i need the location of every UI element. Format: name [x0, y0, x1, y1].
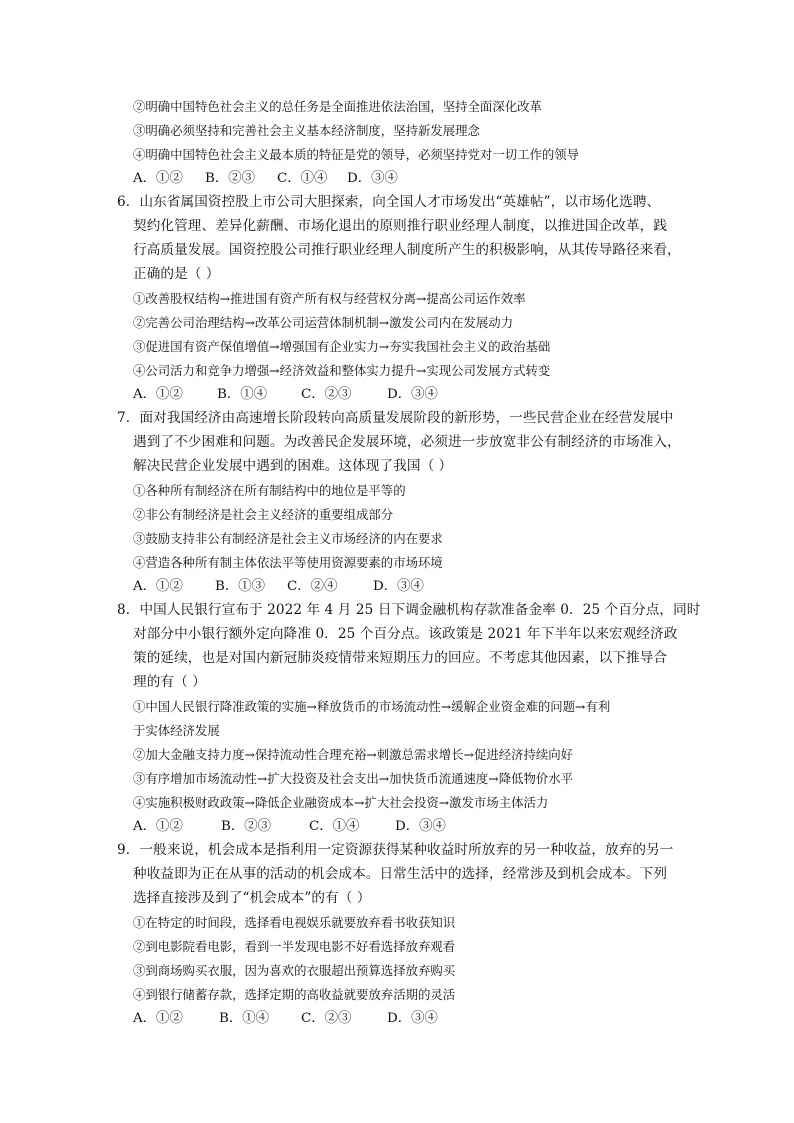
q8-stem-line-3: 策的延续，也是对国内新冠肺炎疫情带来短期压力的回应。不考虑其他因素，以下推导合: [133, 650, 668, 666]
q7-stem-line-3: 解决民营企业发展中遇到的困难。这体现了我国（ ）: [133, 458, 453, 474]
q9-option-1: ①在特定的时间段，选择看电视娱乐就要放弃看书收获知识: [133, 915, 456, 930]
q9-stem-line-2: 种收益即为正在从事的活动的机会成本。日常生活中的选择，经常涉及到机会成本。下列: [133, 866, 668, 882]
q6-option-1: ①改善股权结构→推进国有资产所有权与经营权分离→提高公司运作效率: [133, 291, 526, 306]
q5-option-4: ④明确中国特色社会主义最本质的特征是党的领导，必须坚持党对一切工作的领导: [133, 147, 580, 162]
q8-choice-b: B．②③: [221, 819, 272, 834]
q9-choice-b: B．①④: [219, 1011, 270, 1026]
q6-stem-line-2: 契约化管理、差异化薪酬、市场化退出的原则推行职业经理人制度，以推进国企改革，践: [133, 218, 668, 234]
q8-choice-d: D．③④: [395, 819, 446, 834]
q6-option-3: ③促进国有资产保值增值→增强国有企业实力→夯实我国社会主义的政治基础: [133, 339, 551, 354]
q6-choice-b: B．①④: [217, 387, 268, 402]
q5-choice-c: C．①④: [277, 171, 328, 186]
q9-option-4: ④到银行储蓄存款，选择定期的高收益就要放弃活期的灵活: [133, 987, 456, 1002]
q8-option-1-continued: 于实体经济发展: [133, 723, 220, 738]
q6-stem-line-3: 行高质量发展。国资控股公司推行职业经理人制度所产生的积极影响，从其传导路径来看，: [133, 242, 681, 258]
q7-option-1: ①各种所有制经济在所有制结构中的地位是平等的: [133, 483, 406, 498]
q7-choice-b: B．①③: [215, 579, 266, 594]
q8-option-1: ①中国人民银行降准政策的实施→释放货币的市场流动性→缓解企业资金难的问题→有利: [133, 699, 611, 714]
q6-choice-d: D．③④: [387, 387, 438, 402]
q8-choice-a: A．①②: [133, 819, 183, 834]
q6-option-4: ④公司活力和竞争力增强→经济效益和整体实力提升→实现公司发展方式转变: [133, 363, 551, 378]
q5-choice-a: A．①②: [133, 171, 183, 186]
q9-choice-a: A．①②: [133, 1011, 183, 1026]
q8-stem-line-2: 对部分中小银行额外定向降准 0．25 个百分点。该政策是 2021 年下半年以来宏观经济政: [133, 626, 678, 642]
q5-option-3: ③明确必须坚持和完善社会主义基本经济制度，坚持新发展理念: [133, 123, 480, 138]
q6-option-2: ②完善公司治理结构→改革公司运营体制机制→激发公司内在发展动力: [133, 315, 514, 330]
q5-choice-b: B．②③: [205, 171, 256, 186]
q7-choices: [133, 578, 424, 596]
q8-choices: [133, 818, 446, 836]
q5-choices: [133, 170, 398, 188]
q7-option-4: ④营造各种所有制主体依法平等使用资源要素的市场环境: [133, 555, 443, 570]
q9-stem-line-3: 选择直接涉及到了“机会成本”的有（ ）: [133, 890, 371, 906]
q9-stem-line-1: 9．一般来说，机会成本是指利用一定资源获得某种收益时所放弃的另一种收益，放弃的另一: [117, 842, 674, 858]
q8-option-4: ④实施积极财政政策→降低企业融资成本→扩大社会投资→激发市场主体活力: [133, 795, 549, 810]
q6-choice-a: A．①②: [133, 387, 183, 402]
q9-choice-c: C．②③: [301, 1011, 352, 1026]
q9-option-3: ③到商场购买衣服，因为喜欢的衣服超出预算选择放弃购买: [133, 963, 456, 978]
q7-choice-d: D．③④: [373, 579, 424, 594]
q8-stem-line-4: 理的有（ ）: [133, 674, 206, 690]
q7-option-3: ③鼓励支持非公有制经济是社会主义市场经济的内在要求: [133, 531, 443, 546]
q7-choice-c: C．②④: [287, 579, 338, 594]
q9-choice-d: D．③④: [387, 1011, 438, 1026]
q6-choices: [133, 386, 438, 404]
q6-stem-line-4: 正确的是（ ）: [133, 266, 220, 282]
q6-choice-c: C．②③: [301, 387, 352, 402]
q7-stem-line-2: 遇到了不少困难和问题。为改善民企发展环境，必须进一步放宽非公有制经济的市场准入，: [133, 434, 681, 450]
q5-option-2: ②明确中国特色社会主义的总任务是全面推进依法治国，坚持全面深化改革: [133, 99, 542, 114]
q8-stem-line-1: 8．中国人民银行宣布于 2022 年 4 月 25 日下调金融机构存款准备金率 0．25 个百分点，同时: [117, 602, 701, 618]
q6-stem-line-1: 6．山东省属国资控股上市公司大胆探索，向全国人才市场发出“英雄帖”，以市场化选聘、: [117, 194, 661, 210]
q7-option-2: ②非公有制经济是社会主义经济的重要组成部分: [133, 507, 394, 522]
q8-choice-c: C．①④: [309, 819, 360, 834]
q5-choice-d: D．③④: [347, 171, 398, 186]
q7-stem-line-1: 7．面对我国经济由高速增长阶段转向高质量发展阶段的新形势，一些民营企业在经营发展中: [117, 410, 674, 426]
q7-choice-a: A．①②: [133, 579, 183, 594]
q9-option-2: ②到电影院看电影，看到一半发现电影不好看选择放弃观看: [133, 939, 456, 954]
q8-option-3: ③有序增加市场流动性→扩大投资及社会支出→加快货币流通速度→降低物价水平: [133, 771, 574, 786]
q9-choices: [133, 1010, 438, 1028]
q8-option-2: ②加大金融支持力度→保持流动性合理充裕→刺激总需求增长→促进经济持续向好: [133, 747, 574, 762]
